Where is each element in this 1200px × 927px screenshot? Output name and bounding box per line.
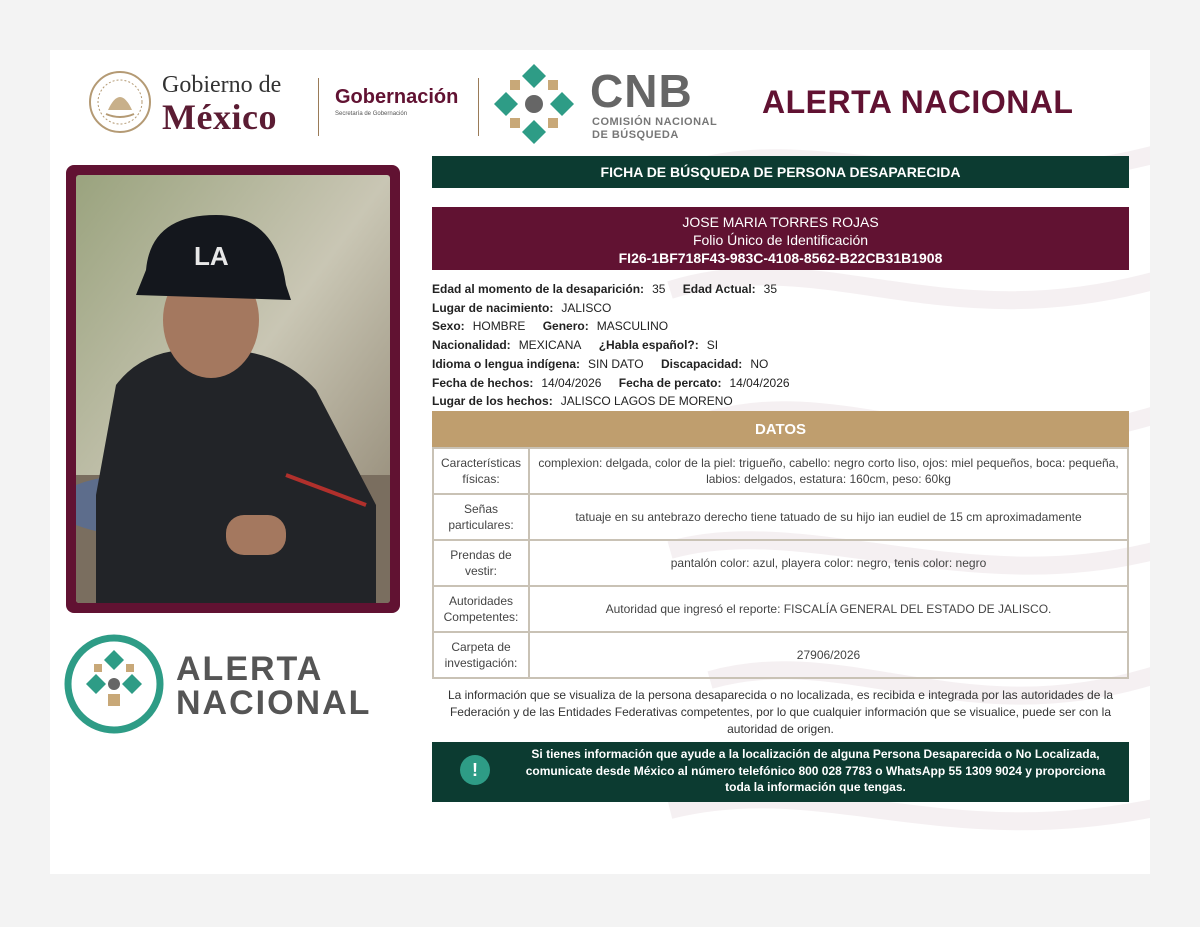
gobernacion-text: Gobernación (335, 86, 459, 108)
info-row (432, 336, 1129, 355)
sexo-value: HOMBRE (472, 319, 526, 334)
edad-desap-label: Edad al momento de la desaparición: (432, 282, 645, 296)
gobierno-de-text: Gobierno de (162, 72, 282, 98)
nacionalidad-label: Nacionalidad: (432, 338, 511, 353)
info-row (432, 392, 1129, 411)
edad-actual-value: 35 (763, 282, 778, 296)
folio-value: FI26-1BF718F43-983C-4108-8562-B22CB31B1908 (618, 250, 943, 266)
table-row (433, 540, 1128, 586)
habla-label: ¿Habla español?: (598, 338, 699, 353)
info-row (432, 355, 1129, 374)
person-name: JOSE MARIA TORRES ROJAS (682, 214, 879, 230)
mexico-text: México (162, 97, 277, 137)
cnb-logo-icon (490, 60, 578, 148)
alerta-nacional-logo-icon (64, 634, 164, 734)
datos-key: Autoridades Competentes: (433, 586, 529, 632)
datos-key: Señas particulares: (433, 494, 529, 540)
fecha-hechos-label: Fecha de hechos: (432, 375, 534, 390)
fecha-percato-label: Fecha de percato: (618, 375, 722, 390)
cnb-subtitle-2: DE BÚSQUEDA (592, 129, 679, 141)
datos-key: Prendas de vestir: (433, 540, 529, 586)
info-row (432, 374, 1129, 393)
datos-key: Carpeta de investigación: (433, 632, 529, 678)
alerta-logo-line2: NACIONAL (176, 684, 372, 722)
fecha-percato-value: 14/04/2026 (729, 375, 790, 390)
datos-title-bar: DATOS (432, 411, 1129, 447)
idioma-value: SIN DATO (588, 356, 644, 371)
table-row (433, 586, 1128, 632)
datos-table (432, 447, 1129, 679)
alerta-nacional-title: ALERTA NACIONAL (762, 84, 1074, 120)
info-row (432, 317, 1129, 336)
header-divider (478, 78, 479, 136)
datos-value: tatuaje en su antebrazo derecho tiene tatuado de su hijo ian eudiel de 15 cm aproximadamente (529, 494, 1128, 540)
datos-value: Autoridad que ingresó el reporte: FISCALÍA GENERAL DEL ESTADO DE JALISCO. (529, 586, 1128, 632)
lugar-nac-value: JALISCO (561, 300, 612, 315)
folio-label: Folio Único de Identificación (692, 232, 869, 248)
lugar-hechos-value: JALISCO LAGOS DE MORENO (560, 394, 733, 409)
gobernacion-subtitle: Secretaría de Gobernación (335, 111, 408, 117)
idioma-label: Idioma o lengua indígena: (432, 356, 581, 371)
search-sheet (50, 50, 1150, 874)
photo-frame (66, 165, 400, 613)
discapacidad-label: Discapacidad: (660, 356, 743, 371)
alerta-logo-line1: ALERTA (176, 650, 324, 688)
datos-value: complexion: delgada, color de la piel: trigueño, cabello: negro corto liso, ojos: miel pequeños, boca: pequeña, labios: delgados, estatura: 160cm, peso: 60kg (529, 448, 1128, 494)
cnb-text: CNB (590, 65, 693, 117)
fecha-hechos-value: 14/04/2026 (541, 375, 602, 390)
table-row (433, 494, 1128, 540)
disclaimer-text: La información que se visualiza de la persona desaparecida o no localizada, es recibida e integrada por las autoridades de la Federación y de las Entidades Federativas competentes, por lo que cualquier información que se visualice, puede ser con la autoridad de origen. (447, 688, 1114, 736)
nacionalidad-value: MEXICANA (518, 338, 582, 353)
habla-value: SI (706, 338, 719, 353)
ficha-title-bar: FICHA DE BÚSQUEDA DE PERSONA DESAPARECIDA (432, 156, 1129, 188)
contact-bar (432, 742, 1129, 802)
info-row (432, 280, 1129, 299)
datos-value: pantalón color: azul, playera color: negro, tenis color: negro (529, 540, 1128, 586)
sexo-label: Sexo: (432, 319, 465, 334)
table-row (433, 448, 1128, 494)
person-name-bar (432, 207, 1129, 270)
header (50, 50, 1150, 160)
edad-desap-value: 35 (652, 282, 666, 296)
lugar-nac-label: Lugar de nacimiento: (432, 300, 554, 315)
info-row (432, 299, 1129, 318)
header-divider (318, 78, 319, 136)
cnb-subtitle-1: COMISIÓN NACIONAL (592, 116, 718, 128)
discapacidad-value: NO (750, 356, 769, 371)
datos-key: Características físicas: (433, 448, 529, 494)
person-photo (76, 175, 390, 603)
datos-value: 27906/2026 (529, 632, 1128, 678)
mexico-seal-icon (88, 70, 152, 134)
genero-label: Genero: (542, 319, 589, 334)
person-info (432, 280, 1129, 411)
lugar-hechos-label: Lugar de los hechos: (432, 394, 553, 409)
alert-exclamation-icon: ! (460, 755, 490, 785)
svg-text:LA: LA (194, 241, 229, 271)
genero-value: MASCULINO (596, 319, 669, 334)
table-row (433, 632, 1128, 678)
contact-text: Si tienes información que ayude a la localización de alguna Persona Desaparecida o No Localizada, comunicate desde México al número telefónico 800 028 7783 o WhatsApp 55 1309 9024 y proporciona toda la información que tengas. (525, 747, 1106, 794)
edad-actual-label: Edad Actual: (682, 282, 756, 296)
